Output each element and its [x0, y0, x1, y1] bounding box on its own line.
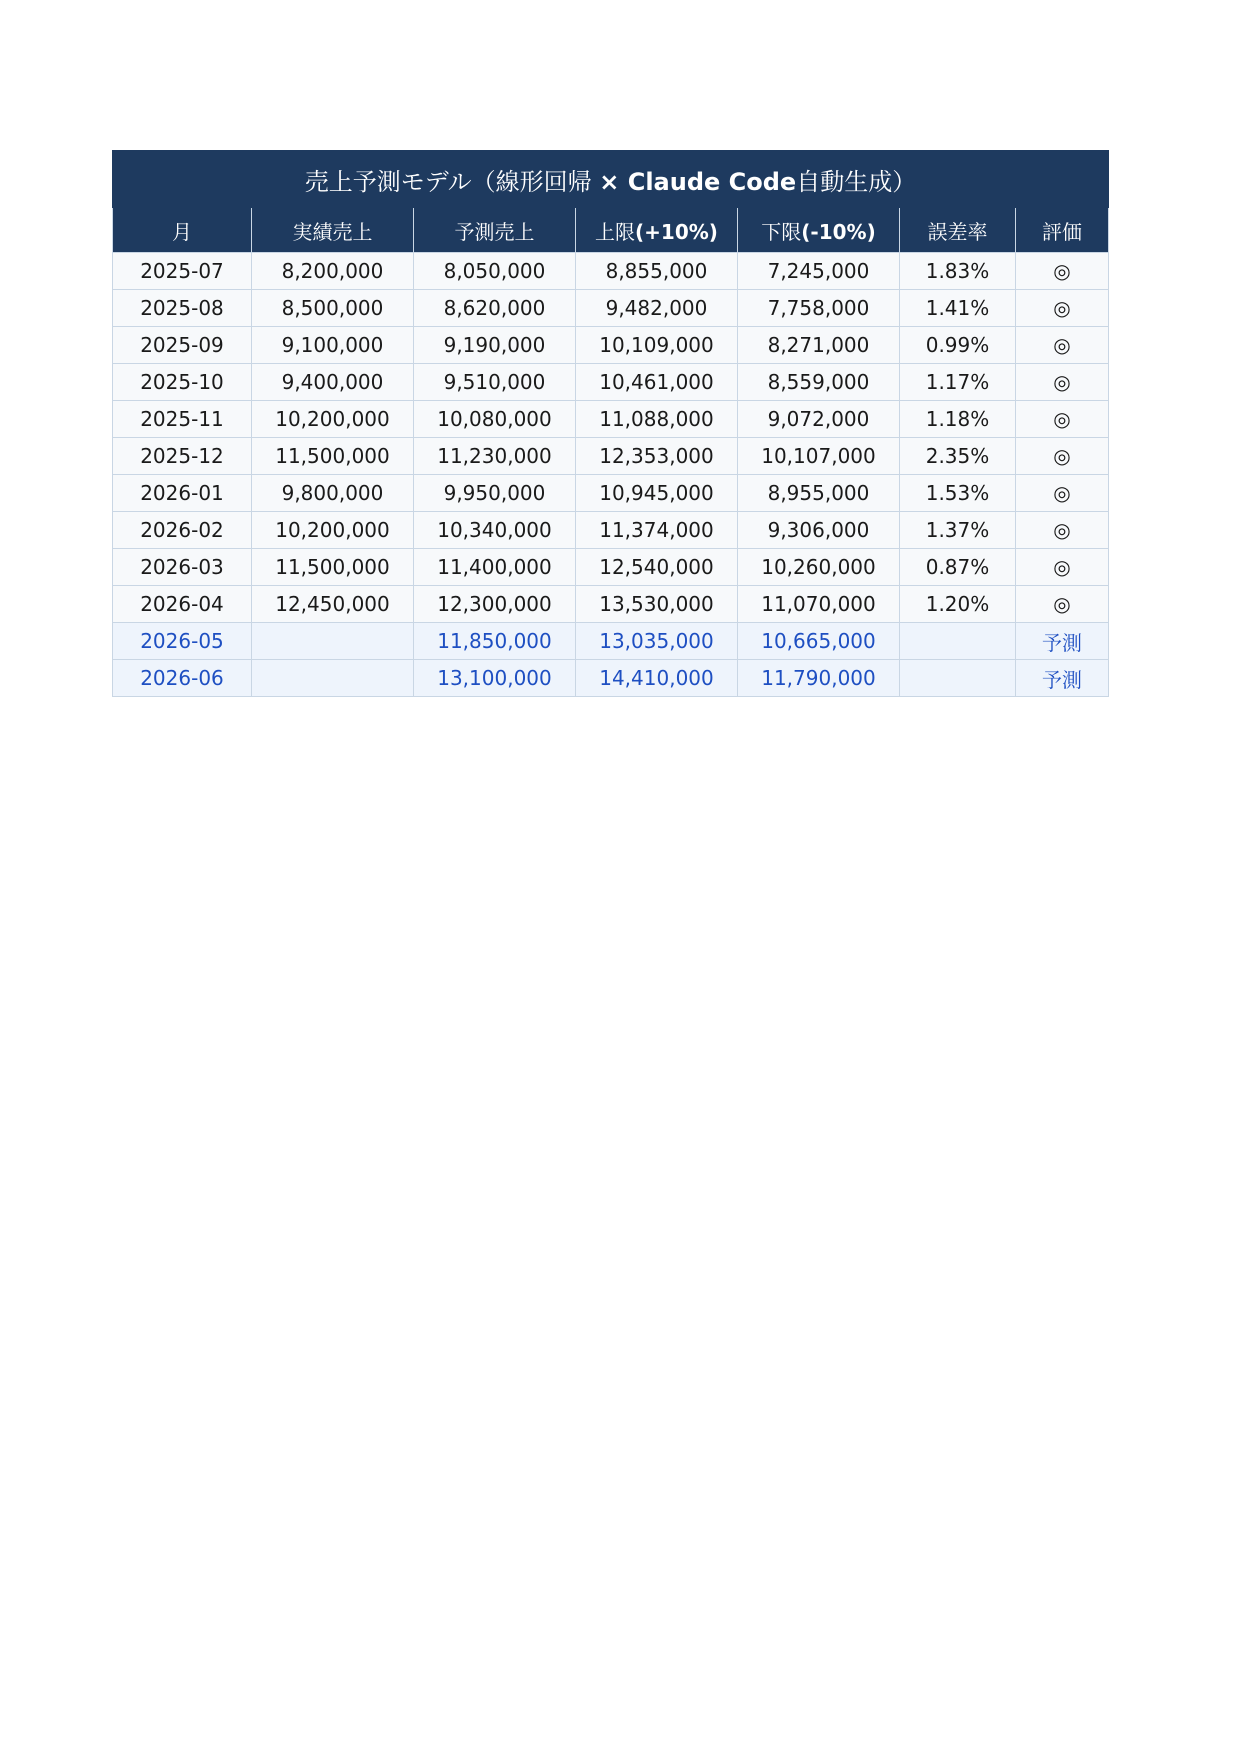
table-row — [113, 475, 1109, 512]
cell-lower: 7,245,000 — [738, 253, 900, 290]
cell-upper: 13,530,000 — [576, 586, 738, 623]
cell-forecast: 12,300,000 — [414, 586, 576, 623]
table-title — [113, 151, 1109, 208]
cell-rating: ◎ — [1016, 401, 1109, 438]
table-row — [113, 290, 1109, 327]
cell-upper: 10,461,000 — [576, 364, 738, 401]
cell-actual: 11,500,000 — [252, 549, 414, 586]
cell-error-rate: 0.99% — [900, 327, 1016, 364]
cell-upper: 13,035,000 — [576, 623, 738, 660]
header-upper-pct: (+10%) — [635, 219, 718, 244]
cell-upper: 11,374,000 — [576, 512, 738, 549]
cell-forecast: 11,230,000 — [414, 438, 576, 475]
cell-error-rate: 1.17% — [900, 364, 1016, 401]
cell-rating: ◎ — [1016, 438, 1109, 475]
cell-actual: 9,100,000 — [252, 327, 414, 364]
cell-actual: 10,200,000 — [252, 512, 414, 549]
header-upper-label: 上限 — [595, 219, 636, 244]
table-row — [113, 438, 1109, 475]
cell-lower: 10,665,000 — [738, 623, 900, 660]
cell-forecast: 9,510,000 — [414, 364, 576, 401]
cell-forecast: 8,620,000 — [414, 290, 576, 327]
cell-error-rate: 1.20% — [900, 586, 1016, 623]
cell-forecast: 11,400,000 — [414, 549, 576, 586]
cell-forecast: 9,950,000 — [414, 475, 576, 512]
cell-rating: ◎ — [1016, 475, 1109, 512]
cell-error-rate: 1.41% — [900, 290, 1016, 327]
header-lower-pct: (-10%) — [801, 219, 876, 244]
cell-lower: 9,072,000 — [738, 401, 900, 438]
cell-month: 2025-07 — [113, 253, 252, 290]
header-row — [113, 208, 1109, 253]
cell-upper: 11,088,000 — [576, 401, 738, 438]
cell-actual: 9,800,000 — [252, 475, 414, 512]
cell-lower: 8,955,000 — [738, 475, 900, 512]
header-forecast: 予測売上 — [414, 208, 576, 253]
cell-rating: ◎ — [1016, 327, 1109, 364]
cell-error-rate: 1.37% — [900, 512, 1016, 549]
cell-rating: ◎ — [1016, 549, 1109, 586]
cell-month: 2026-02 — [113, 512, 252, 549]
cell-error-rate — [900, 660, 1016, 697]
cell-upper: 12,353,000 — [576, 438, 738, 475]
header-actual: 実績売上 — [252, 208, 414, 253]
cell-month: 2025-09 — [113, 327, 252, 364]
cell-month: 2026-04 — [113, 586, 252, 623]
cell-month: 2025-08 — [113, 290, 252, 327]
cell-rating: 予測 — [1016, 660, 1109, 697]
cell-lower: 10,107,000 — [738, 438, 900, 475]
table-title-suffix: 自動生成） — [796, 167, 917, 196]
cell-lower: 8,271,000 — [738, 327, 900, 364]
header-month: 月 — [113, 208, 252, 253]
cell-actual: 12,450,000 — [252, 586, 414, 623]
table-row — [113, 549, 1109, 586]
cell-lower: 11,070,000 — [738, 586, 900, 623]
cell-error-rate: 2.35% — [900, 438, 1016, 475]
title-row — [113, 151, 1109, 208]
cell-upper: 9,482,000 — [576, 290, 738, 327]
header-upper — [576, 208, 738, 253]
cell-upper: 10,109,000 — [576, 327, 738, 364]
cell-error-rate — [900, 623, 1016, 660]
table-title-bold: × Claude Code — [599, 167, 797, 196]
table-body — [113, 253, 1109, 697]
cell-rating: ◎ — [1016, 364, 1109, 401]
cell-actual: 9,400,000 — [252, 364, 414, 401]
cell-lower: 8,559,000 — [738, 364, 900, 401]
cell-forecast: 11,850,000 — [414, 623, 576, 660]
cell-error-rate: 1.83% — [900, 253, 1016, 290]
cell-lower: 9,306,000 — [738, 512, 900, 549]
cell-actual: 8,500,000 — [252, 290, 414, 327]
cell-upper: 10,945,000 — [576, 475, 738, 512]
cell-lower: 11,790,000 — [738, 660, 900, 697]
cell-lower: 10,260,000 — [738, 549, 900, 586]
forecast-row — [113, 623, 1109, 660]
table-row — [113, 364, 1109, 401]
cell-actual: 11,500,000 — [252, 438, 414, 475]
table-title-prefix: 売上予測モデル（線形回帰 — [304, 167, 600, 196]
cell-month: 2026-01 — [113, 475, 252, 512]
cell-actual — [252, 660, 414, 697]
cell-actual: 8,200,000 — [252, 253, 414, 290]
cell-month: 2026-05 — [113, 623, 252, 660]
cell-actual — [252, 623, 414, 660]
cell-month: 2026-06 — [113, 660, 252, 697]
cell-month: 2025-12 — [113, 438, 252, 475]
cell-error-rate: 1.53% — [900, 475, 1016, 512]
cell-month: 2025-11 — [113, 401, 252, 438]
table-row — [113, 327, 1109, 364]
cell-rating: 予測 — [1016, 623, 1109, 660]
cell-rating: ◎ — [1016, 253, 1109, 290]
cell-rating: ◎ — [1016, 512, 1109, 549]
cell-forecast: 10,340,000 — [414, 512, 576, 549]
cell-forecast: 8,050,000 — [414, 253, 576, 290]
cell-upper: 12,540,000 — [576, 549, 738, 586]
cell-rating: ◎ — [1016, 586, 1109, 623]
cell-error-rate: 0.87% — [900, 549, 1016, 586]
table-row — [113, 586, 1109, 623]
table-row — [113, 253, 1109, 290]
cell-upper: 14,410,000 — [576, 660, 738, 697]
cell-forecast: 13,100,000 — [414, 660, 576, 697]
header-rating: 評価 — [1016, 208, 1109, 253]
cell-error-rate: 1.18% — [900, 401, 1016, 438]
cell-actual: 10,200,000 — [252, 401, 414, 438]
header-error-rate: 誤差率 — [900, 208, 1016, 253]
forecast-row — [113, 660, 1109, 697]
header-lower — [738, 208, 900, 253]
sales-forecast-table — [112, 150, 1109, 697]
cell-forecast: 9,190,000 — [414, 327, 576, 364]
cell-forecast: 10,080,000 — [414, 401, 576, 438]
table-row — [113, 512, 1109, 549]
forecast-sheet — [112, 150, 1108, 697]
cell-lower: 7,758,000 — [738, 290, 900, 327]
cell-month: 2025-10 — [113, 364, 252, 401]
header-lower-label: 下限 — [761, 219, 802, 244]
cell-upper: 8,855,000 — [576, 253, 738, 290]
cell-month: 2026-03 — [113, 549, 252, 586]
cell-rating: ◎ — [1016, 290, 1109, 327]
table-row — [113, 401, 1109, 438]
